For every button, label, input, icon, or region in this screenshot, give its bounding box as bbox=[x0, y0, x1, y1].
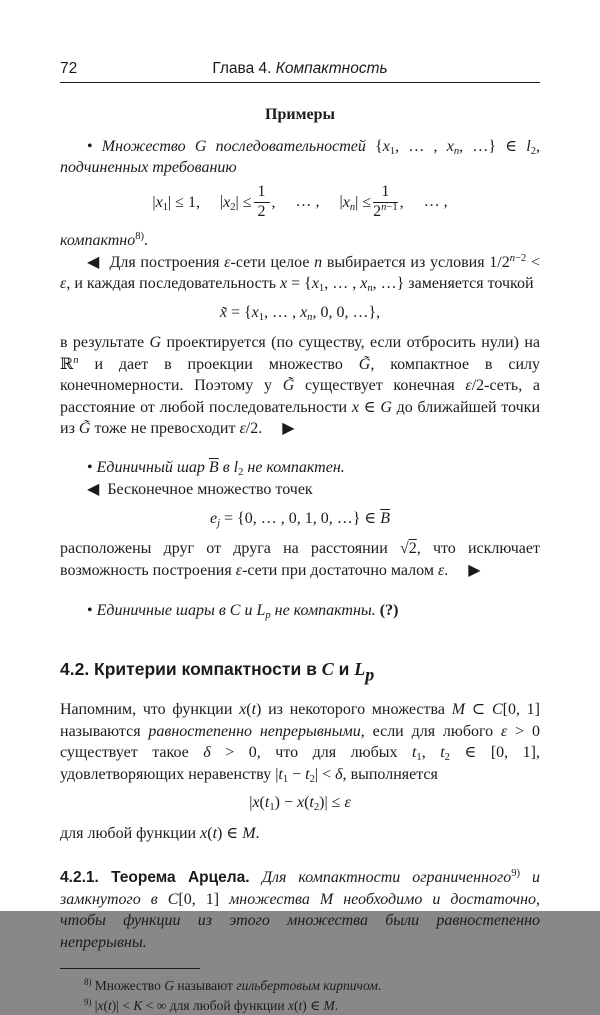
text-run: ( bbox=[103, 997, 108, 1013]
text-run: | bbox=[152, 193, 156, 211]
text-run: δ bbox=[335, 765, 343, 783]
text-run: j bbox=[217, 517, 221, 529]
text-run: − bbox=[279, 794, 297, 812]
text-run: , … , bbox=[324, 275, 361, 293]
text-run: M bbox=[451, 701, 466, 719]
text-run: 1 bbox=[162, 201, 168, 213]
text-run: 1 bbox=[416, 752, 422, 764]
text-run: δ bbox=[203, 744, 211, 762]
text-run: x bbox=[251, 303, 259, 321]
text-run: G̃ bbox=[358, 355, 371, 373]
text-run: | bbox=[339, 193, 343, 211]
text-run: 2 bbox=[313, 802, 320, 814]
text-run: ) bbox=[319, 794, 325, 812]
text-run: . bbox=[255, 824, 260, 842]
text-run: x bbox=[280, 275, 288, 293]
text-run: ε bbox=[224, 253, 231, 271]
text-run: t bbox=[411, 744, 417, 762]
chapter-prefix: Глава 4. bbox=[212, 60, 272, 77]
text-run: 1 bbox=[318, 283, 325, 295]
text-run: 2 bbox=[230, 201, 236, 213]
text-run: для любой функции bbox=[60, 824, 201, 842]
text-run: | ≤ bbox=[355, 193, 372, 211]
text-run: x bbox=[97, 997, 104, 1013]
para-compact bbox=[60, 230, 540, 252]
para-projection bbox=[60, 332, 540, 440]
text-run: | bbox=[275, 765, 279, 783]
text-run: p bbox=[365, 663, 375, 684]
text-run: ℝ bbox=[60, 355, 74, 373]
text-run: 1 bbox=[258, 311, 265, 323]
text-run: C bbox=[167, 890, 179, 908]
text-run: n bbox=[381, 202, 387, 214]
footnote-8 bbox=[60, 976, 540, 996]
text-run: = { bbox=[226, 303, 252, 321]
text-run: гильбертовым кирпичом bbox=[236, 978, 378, 994]
text-run: ) bbox=[274, 794, 280, 812]
text-run: $\overline{B}$ bbox=[380, 509, 391, 527]
text-run: ( bbox=[293, 997, 299, 1013]
text-run: )| < bbox=[111, 997, 134, 1013]
text-run: выбирается из условия 1/2 bbox=[322, 253, 510, 271]
text-run: | ≤ 1, bbox=[167, 193, 200, 211]
running-header bbox=[60, 58, 540, 78]
text-run: x bbox=[342, 193, 350, 211]
text-run: ε bbox=[60, 275, 67, 293]
text-run: 4.2. Критерии компактности в bbox=[60, 658, 322, 679]
text-run: > 0, что для любых bbox=[210, 744, 412, 762]
text-run: • bbox=[87, 458, 97, 476]
text-run: | bbox=[249, 794, 253, 812]
formula-basis-vectors bbox=[60, 508, 540, 530]
text-run: e bbox=[209, 509, 218, 527]
text-run: x bbox=[252, 794, 260, 812]
text-run: x bbox=[287, 997, 294, 1013]
text-run: ▶ bbox=[468, 561, 481, 579]
text-run: t bbox=[251, 701, 257, 719]
text-run: −1 bbox=[386, 202, 398, 214]
text-run: 1 bbox=[282, 773, 289, 785]
text-run: равностепенно непрерывными bbox=[148, 722, 361, 740]
para-equicontinuous bbox=[60, 699, 540, 785]
text-run: x bbox=[223, 193, 231, 211]
text-run: x bbox=[296, 794, 305, 812]
text-run: n bbox=[314, 253, 323, 271]
text-run: ▶ bbox=[282, 420, 295, 438]
text-run: тоже не превосходит bbox=[90, 420, 240, 438]
text-run: t bbox=[278, 765, 283, 783]
text-run: ◀ bbox=[87, 253, 110, 271]
text-run: C bbox=[229, 602, 241, 620]
text-run: { bbox=[375, 137, 383, 155]
text-run: n bbox=[349, 201, 356, 213]
header-rule bbox=[60, 82, 540, 83]
text-run: из некоторого множества bbox=[261, 701, 452, 719]
text-run: • bbox=[87, 137, 102, 155]
chapter-title: Компактность bbox=[275, 60, 388, 77]
text-run: ε bbox=[465, 377, 472, 395]
text-run: 2 bbox=[257, 203, 266, 221]
text-run: , … , bbox=[264, 303, 301, 321]
text-run: Для компактности ограниченного bbox=[261, 869, 512, 887]
text-run: , …} bbox=[372, 275, 405, 293]
footnote-rule bbox=[60, 968, 200, 969]
text-run: ε bbox=[500, 722, 508, 740]
text-run: G bbox=[149, 334, 162, 352]
text-run: , и каждая последовательность bbox=[66, 275, 280, 293]
text-run: Бесконечное множество точек bbox=[107, 481, 313, 499]
text-run: x bbox=[351, 398, 359, 416]
text-run: G bbox=[380, 398, 392, 416]
text-run: 1 bbox=[257, 182, 266, 200]
text-run: , что исключает возможность построения bbox=[60, 540, 540, 579]
text-run: $\overline{B}$ bbox=[208, 458, 219, 476]
text-run: компактно bbox=[60, 232, 136, 250]
formula-sequence-bounds bbox=[60, 184, 540, 222]
text-run: 9) bbox=[84, 996, 92, 1007]
text-run: x bbox=[360, 275, 368, 293]
text-run: . bbox=[334, 997, 339, 1013]
para-infinite-set bbox=[60, 479, 540, 501]
text-run: M bbox=[323, 997, 335, 1013]
text-run: | bbox=[91, 997, 98, 1013]
text-run: проектируется (по существу, если отбросить нули) на bbox=[161, 334, 540, 352]
text-run: до ближайшей точки из bbox=[60, 398, 541, 438]
text-run: ( bbox=[246, 701, 252, 719]
text-run: , если для любого bbox=[360, 722, 501, 740]
theorem-arzela bbox=[60, 867, 540, 953]
text-run: существует конечная bbox=[294, 377, 466, 395]
text-run: l bbox=[526, 137, 531, 155]
text-run: и bbox=[333, 658, 355, 679]
text-run: x bbox=[446, 137, 454, 155]
bullet-unit-ball bbox=[60, 457, 540, 479]
text-run: -сети при достаточно малом bbox=[242, 561, 438, 579]
text-run: l bbox=[233, 458, 239, 476]
text-run: , bbox=[421, 744, 441, 762]
text-run: | < bbox=[314, 765, 336, 783]
text-run: 2 bbox=[530, 145, 536, 157]
text-run: M bbox=[319, 890, 334, 908]
text-run: ) bbox=[256, 701, 262, 719]
text-run: n bbox=[73, 354, 79, 366]
text-run: ε bbox=[437, 561, 445, 579]
text-run: n bbox=[509, 252, 516, 264]
text-run: Для построения bbox=[109, 253, 225, 271]
text-run: ) ∈ bbox=[302, 997, 324, 1013]
text-run: ε bbox=[235, 561, 243, 579]
formula-truncated-sequence bbox=[60, 302, 540, 324]
text-run: t bbox=[108, 997, 112, 1013]
examples-title bbox=[60, 104, 540, 126]
para-for-any-function bbox=[60, 823, 540, 845]
text-run: 8) bbox=[135, 231, 145, 243]
text-run: . bbox=[444, 561, 449, 579]
text-run: Примеры bbox=[265, 106, 335, 123]
text-run: 1 bbox=[269, 802, 275, 814]
fraction bbox=[373, 184, 398, 222]
text-run: n bbox=[307, 311, 313, 323]
text-run: < ∞ для любой функции bbox=[142, 997, 288, 1013]
text-run: G̃ bbox=[78, 420, 91, 438]
text-run: Напомним, что функции bbox=[60, 701, 240, 719]
text-run: в bbox=[218, 458, 234, 476]
text-run: (?) bbox=[379, 602, 399, 620]
text-run: /2-сеть, а расстояние от любой последовательности bbox=[60, 377, 541, 416]
text-run: последовательностей bbox=[206, 137, 376, 155]
text-run: , компактное в силу конечномерности. Поэтому у bbox=[60, 355, 541, 395]
text-run: … , bbox=[295, 193, 320, 211]
text-run: и замкнутого в bbox=[60, 869, 541, 908]
text-run: G bbox=[194, 137, 207, 155]
text-run: t bbox=[309, 794, 314, 812]
text-run: 2 bbox=[408, 540, 417, 558]
text-run: и дает в проекции множество bbox=[78, 355, 359, 373]
text-run: | ≤ bbox=[235, 193, 252, 211]
text-run: . bbox=[377, 978, 382, 994]
text-run: 4.2.1. Теорема Арцела. bbox=[60, 869, 262, 887]
text-run: ⊂ bbox=[465, 701, 492, 719]
text-run: 8) bbox=[84, 977, 92, 988]
text-run: • bbox=[87, 602, 97, 620]
text-run: t bbox=[440, 744, 445, 762]
text-run: x bbox=[382, 137, 390, 155]
text-run: n bbox=[367, 283, 373, 295]
text-run: 2 bbox=[373, 203, 382, 221]
text-run: ε bbox=[239, 420, 246, 438]
text-run: ( bbox=[207, 824, 213, 842]
text-run: | ≤ bbox=[324, 794, 345, 812]
text-run: x bbox=[311, 275, 319, 293]
text-run: , …} ∈ bbox=[459, 137, 527, 155]
text-run: √ bbox=[399, 540, 409, 558]
footnote-list bbox=[60, 976, 540, 1015]
text-run: = {0, … , 0, 1, 0, …} ∈ bbox=[220, 509, 381, 527]
text-run: | bbox=[219, 193, 224, 211]
text-run: , bbox=[271, 193, 276, 211]
text-run: ( bbox=[304, 794, 310, 812]
text-run: множества bbox=[219, 890, 320, 908]
text-run: G bbox=[164, 978, 174, 994]
text-run: -сети целое bbox=[230, 253, 315, 271]
text-run: ◀ bbox=[87, 481, 108, 499]
text-run: заменяется точкой bbox=[404, 275, 534, 293]
text-run: Единичные шары в bbox=[96, 602, 230, 620]
text-run: расположены друг от друга на расстоянии bbox=[60, 540, 400, 558]
text-run: x bbox=[239, 701, 247, 719]
text-run: 2 bbox=[444, 752, 450, 764]
text-run: … , bbox=[423, 193, 448, 211]
text-run: необходимо и достаточно, чтобы функции из этого множества были равностепенно непрерывны. bbox=[60, 890, 541, 951]
text-run: C bbox=[491, 701, 503, 719]
para-sqrt2 bbox=[60, 538, 540, 581]
bullet-unit-balls-c-lp bbox=[60, 600, 540, 622]
text-run: −2 bbox=[515, 252, 527, 264]
text-run: t bbox=[298, 997, 303, 1013]
text-run: M bbox=[242, 824, 256, 842]
chapter-heading bbox=[60, 58, 540, 80]
text-run: Единичный шар bbox=[96, 458, 209, 476]
text-run: 9) bbox=[511, 868, 521, 880]
text-run: , … , bbox=[395, 137, 447, 155]
text-run: = { bbox=[287, 275, 312, 293]
text-run: − bbox=[288, 765, 306, 783]
text-run: , выполняется bbox=[342, 765, 438, 783]
text-run: [0, 1] bbox=[178, 890, 220, 908]
text-run: ∈ [0, 1], удовлетворяющих неравенству bbox=[60, 744, 540, 783]
text-run: G̃ bbox=[282, 377, 295, 395]
text-run: и bbox=[240, 602, 257, 620]
text-run: > 0 существует такое bbox=[60, 722, 540, 762]
bullet-hilbert-brick bbox=[60, 136, 540, 179]
text-run: [0, 1] называются bbox=[60, 701, 541, 740]
text-run: t bbox=[264, 794, 270, 812]
text-run: L bbox=[256, 602, 266, 620]
text-run: в результате bbox=[60, 334, 150, 352]
text-run: ( bbox=[259, 794, 265, 812]
text-run: ) ∈ bbox=[217, 824, 243, 842]
footnote-9 bbox=[60, 996, 540, 1015]
footnote-area bbox=[60, 968, 540, 1015]
text-run: Множество bbox=[101, 137, 195, 155]
text-run: называют bbox=[173, 978, 237, 994]
text-run: t bbox=[212, 824, 218, 842]
text-run: 1 bbox=[389, 145, 396, 157]
text-run: . bbox=[144, 232, 149, 250]
text-run: , 0, 0, …}, bbox=[312, 303, 381, 321]
text-run: x bbox=[155, 193, 163, 211]
page-number: 72 bbox=[60, 60, 78, 77]
text-run: t bbox=[305, 765, 310, 783]
text-run: 1 bbox=[381, 182, 390, 200]
text-run: n bbox=[453, 145, 460, 157]
text-run: /2. bbox=[245, 420, 263, 438]
text-run: не компактен. bbox=[243, 458, 345, 476]
text-run: ∈ bbox=[358, 398, 381, 416]
text-run: x̃ bbox=[219, 303, 227, 321]
text-run: 2 bbox=[238, 466, 244, 478]
formula-equicontinuity bbox=[60, 792, 540, 814]
text-run: p bbox=[265, 610, 271, 622]
fraction bbox=[254, 184, 270, 222]
text-run: L bbox=[354, 658, 366, 679]
page-body bbox=[60, 104, 540, 953]
text-run: K bbox=[133, 997, 143, 1013]
text-run: C bbox=[321, 658, 334, 679]
text-run: x bbox=[300, 303, 308, 321]
text-run: < bbox=[526, 253, 541, 271]
para-proof-eps-net bbox=[60, 252, 540, 295]
text-run: ε bbox=[344, 794, 351, 812]
text-run: 2 bbox=[309, 773, 315, 785]
text-run: , подчиненных требованию bbox=[60, 137, 540, 176]
text-run: x bbox=[200, 824, 208, 842]
text-run: не компактны. bbox=[270, 602, 380, 620]
section-heading bbox=[60, 658, 540, 684]
text-run: , bbox=[399, 193, 404, 211]
text-run: Множество bbox=[91, 978, 165, 994]
